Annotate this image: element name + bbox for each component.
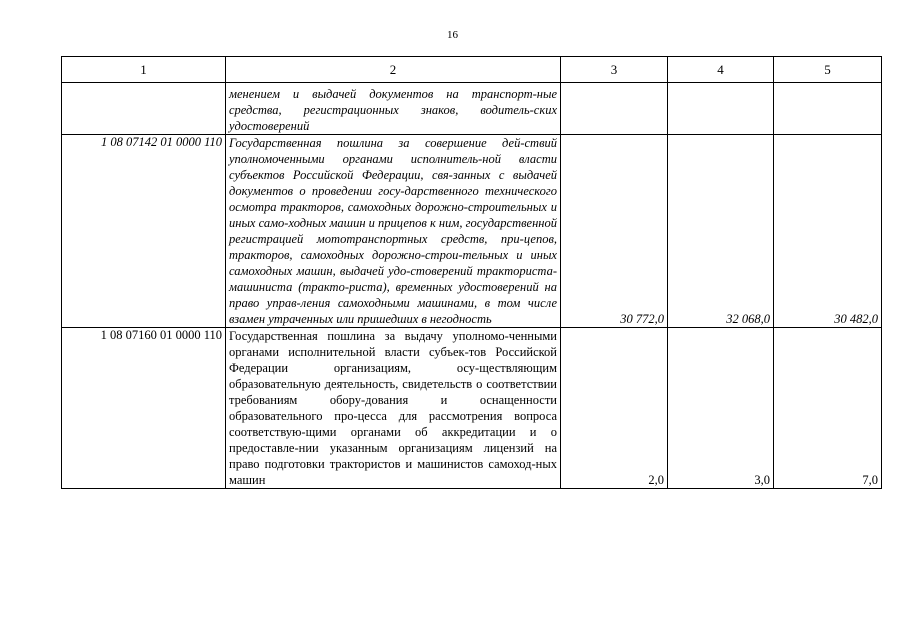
row-value-col5 <box>774 83 882 135</box>
header-row <box>62 57 882 83</box>
row-value-col4: 32 068,0 <box>668 135 774 328</box>
page-number: 16 <box>447 29 458 41</box>
row-value-col3: 2,0 <box>561 328 668 489</box>
table-row <box>62 328 882 489</box>
table-row <box>62 83 882 135</box>
table-row <box>62 135 882 328</box>
row-description: менением и выдачей документов на транспорт-ные средства, регистрационных знаков, водитель-ских удостоверений <box>226 83 561 135</box>
row-code <box>62 83 226 135</box>
row-value-col3 <box>561 83 668 135</box>
row-value-col4 <box>668 83 774 135</box>
column-header-5: 5 <box>774 57 882 83</box>
row-value-col5: 7,0 <box>774 328 882 489</box>
row-code: 1 08 07142 01 0000 110 <box>62 135 226 328</box>
row-value-col5: 30 482,0 <box>774 135 882 328</box>
row-code: 1 08 07160 01 0000 110 <box>62 328 226 489</box>
row-description: Государственная пошлина за выдачу уполномо-ченными органами исполнительной власти субъек-тов Российской Федерации организациям, осу-ществляющим образовательную деятельность, свидетельств о соответствии требованиям обору-дования и оснащенности образовательного про-цесса для рассмотрения вопроса соответствую-щими органами об аккредитации и о предоставле-нии указанным организациям лицензий на право подготовки трактористов и машинистов самоход-ных машин <box>226 328 561 489</box>
row-description: Государственная пошлина за совершение дей-ствий уполномоченными органами исполнитель-ной власти субъектов Российской Федерации, свя-занных с выдачей документов о проведении госу-дарственного технического осмотра тракторов, самоходных дорожно-строительных и иных само-ходных машин и прицепов к ним, государственной регистрацией мототранспортных средств, при-цепов, тракторов, самоходных дорожно-строи-тельных и иных самоходных машин, выдачей удо-стоверений тракториста-машиниста (тракто-риста), временных удостоверений на право управ-ления самоходными машинами, в том числе взамен утраченных или пришедших в негодность <box>226 135 561 328</box>
row-value-col4: 3,0 <box>668 328 774 489</box>
column-header-4: 4 <box>668 57 774 83</box>
column-header-3: 3 <box>561 57 668 83</box>
column-header-2: 2 <box>226 57 561 83</box>
column-header-1: 1 <box>62 57 226 83</box>
row-value-col3: 30 772,0 <box>561 135 668 328</box>
budget-table <box>61 56 882 489</box>
